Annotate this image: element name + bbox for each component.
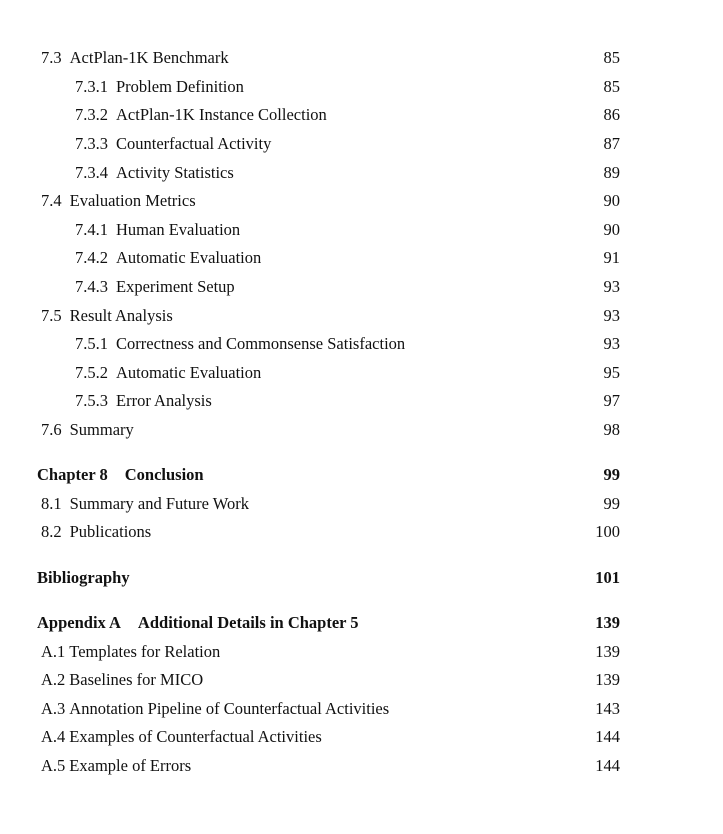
- page-number: 101: [595, 568, 620, 587]
- toc-entry-8-1[interactable]: [0, 492, 723, 516]
- page-number: 144: [595, 756, 620, 775]
- page-number: 90: [603, 220, 620, 239]
- section-title: Error Analysis: [116, 391, 212, 410]
- chapter-number: Chapter 8: [37, 465, 108, 484]
- page-number: 87: [603, 134, 620, 153]
- section-number: 7.3.3: [75, 134, 108, 153]
- toc-entry-a-4[interactable]: [0, 725, 723, 749]
- toc-entry-7-3-1[interactable]: [0, 75, 723, 99]
- page-number: 89: [603, 163, 620, 182]
- section-title: Automatic Evaluation: [116, 248, 262, 267]
- page-number: 86: [603, 105, 620, 124]
- toc-appendix-a[interactable]: [0, 611, 723, 635]
- section-number: 7.4.3: [75, 277, 108, 296]
- section-number: 7.3: [41, 48, 62, 67]
- section-number: 8.1: [41, 494, 62, 513]
- section-title: Summary and Future Work: [69, 494, 250, 513]
- toc-entry-7-4-2[interactable]: [0, 246, 723, 270]
- section-title: Human Evaluation: [116, 220, 241, 239]
- page-number: 99: [603, 494, 620, 513]
- page-number: 98: [603, 420, 620, 439]
- page-number: 143: [595, 699, 620, 718]
- page-number: 85: [603, 77, 620, 96]
- page-number: 93: [603, 277, 620, 296]
- page-number: 139: [595, 613, 620, 632]
- section-title: Counterfactual Activity: [116, 134, 272, 153]
- toc-entry-a-1[interactable]: [0, 640, 723, 664]
- section-title: Summary: [69, 420, 134, 439]
- section-title: Correctness and Commonsense Satisfaction: [116, 334, 406, 353]
- page-number: 97: [603, 391, 620, 410]
- section-title: Baselines for MICO: [69, 670, 204, 689]
- toc-entry-7-5[interactable]: [0, 304, 723, 328]
- toc-entry-7-5-2[interactable]: [0, 361, 723, 385]
- chapter-title: Bibliography: [37, 568, 130, 587]
- toc-chapter-8[interactable]: [0, 463, 723, 487]
- chapter-title: Additional Details in Chapter 5: [137, 613, 359, 632]
- page-number: 139: [595, 670, 620, 689]
- page-number: 99: [603, 465, 620, 484]
- toc-bibliography[interactable]: [0, 566, 723, 590]
- section-title: ActPlan-1K Benchmark: [69, 48, 229, 67]
- section-number: 7.4.2: [75, 248, 108, 267]
- toc-entry-7-5-1[interactable]: [0, 332, 723, 356]
- toc-entry-7-3[interactable]: [0, 46, 723, 70]
- toc-entry-7-4-3[interactable]: [0, 275, 723, 299]
- section-title: Publications: [69, 522, 152, 541]
- page-number: 144: [595, 727, 620, 746]
- toc-entry-7-3-3[interactable]: [0, 132, 723, 156]
- page-number: 85: [603, 48, 620, 67]
- toc-entry-a-2[interactable]: [0, 668, 723, 692]
- toc-entry-7-4-1[interactable]: [0, 218, 723, 242]
- toc-entry-7-4[interactable]: [0, 189, 723, 213]
- section-title: Activity Statistics: [116, 163, 234, 182]
- section-number: A.1: [41, 642, 66, 661]
- section-number: 8.2: [41, 522, 62, 541]
- toc-entry-a-5[interactable]: [0, 754, 723, 778]
- section-number: 7.5.2: [75, 363, 108, 382]
- chapter-title: Conclusion: [124, 465, 204, 484]
- section-title: Problem Definition: [116, 77, 244, 96]
- section-number: 7.5.1: [75, 334, 108, 353]
- toc-entry-8-2[interactable]: [0, 520, 723, 544]
- page-number: 90: [603, 191, 620, 210]
- section-number: A.2: [41, 670, 66, 689]
- section-number: A.3: [41, 699, 66, 718]
- section-number: 7.4.1: [75, 220, 108, 239]
- toc-entry-7-3-4[interactable]: [0, 161, 723, 185]
- section-title: Examples of Counterfactual Activities: [69, 727, 322, 746]
- section-number: 7.4: [41, 191, 62, 210]
- section-number: 7.5.3: [75, 391, 108, 410]
- toc-entry-a-3[interactable]: [0, 697, 723, 721]
- section-title: Templates for Relation: [69, 642, 221, 661]
- section-number: 7.5: [41, 306, 62, 325]
- page-number: 91: [603, 248, 620, 267]
- section-title: ActPlan-1K Instance Collection: [116, 105, 327, 124]
- page-number: 93: [603, 306, 620, 325]
- section-number: 7.6: [41, 420, 62, 439]
- section-number: 7.3.4: [75, 163, 108, 182]
- toc-entry-7-3-2[interactable]: [0, 103, 723, 127]
- page-number: 93: [603, 334, 620, 353]
- toc-entry-7-5-3[interactable]: [0, 389, 723, 413]
- section-title: Example of Errors: [69, 756, 192, 775]
- page-number: 95: [603, 363, 620, 382]
- section-title: Annotation Pipeline of Counterfactual Activities: [69, 699, 390, 718]
- page-number: 139: [595, 642, 620, 661]
- section-title: Automatic Evaluation: [116, 363, 262, 382]
- section-number: 7.3.2: [75, 105, 108, 124]
- page-number: 100: [595, 522, 620, 541]
- section-number: A.5: [41, 756, 66, 775]
- chapter-number: Appendix A: [37, 613, 121, 632]
- section-number: 7.3.1: [75, 77, 108, 96]
- section-number: A.4: [41, 727, 66, 746]
- toc-entry-7-6[interactable]: [0, 418, 723, 442]
- section-title: Result Analysis: [69, 306, 173, 325]
- section-title: Evaluation Metrics: [69, 191, 196, 210]
- section-title: Experiment Setup: [116, 277, 235, 296]
